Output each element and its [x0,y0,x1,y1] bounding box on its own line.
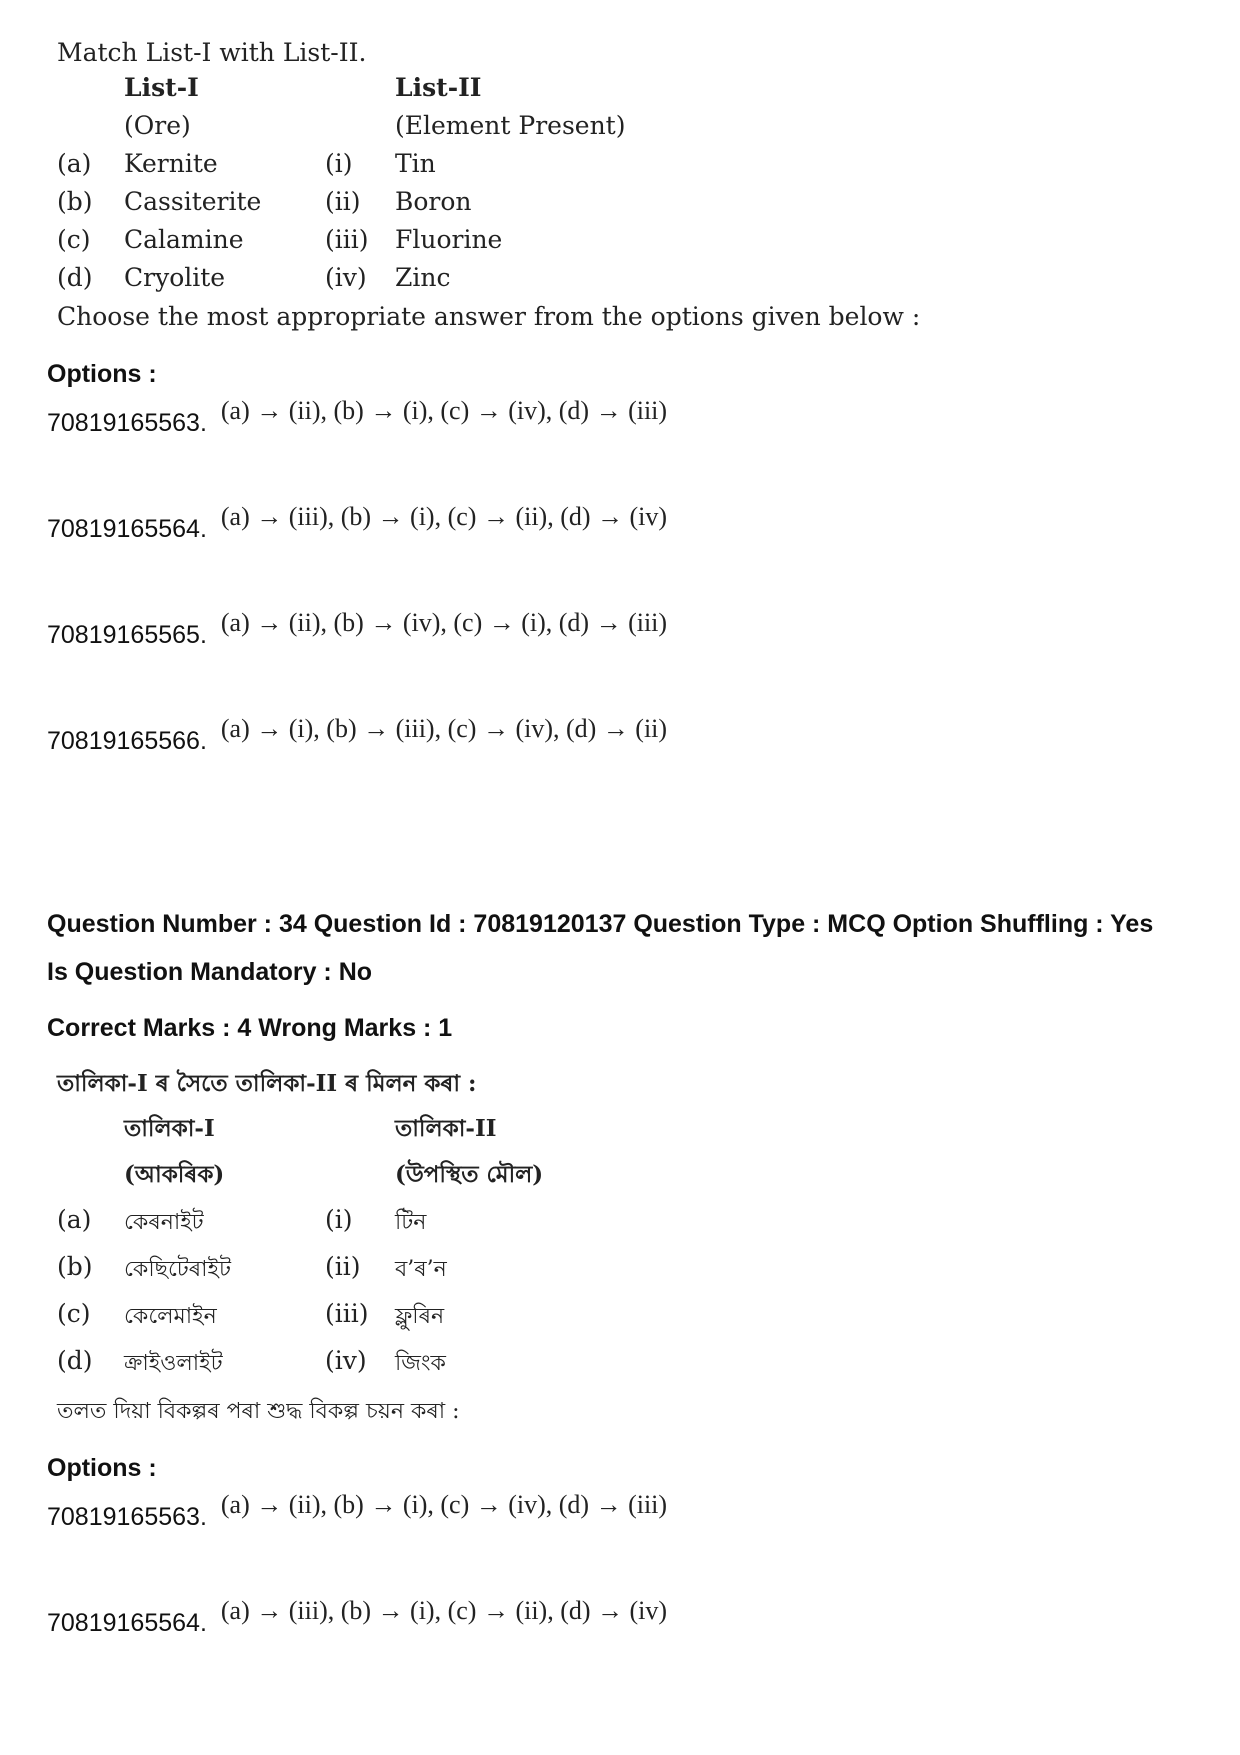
option-item[interactable] [47,502,668,544]
question-marks: Correct Marks : 4 Wrong Marks : 1 [47,1014,453,1042]
element-name: Zinc [395,263,451,292]
question-mandatory: Is Question Mandatory : No [47,958,373,986]
q1-list2-head: List-II [395,73,482,102]
roman-label: (i) [325,1205,353,1234]
option-text: (a) → (i), (b) → (iii), (c) → (iv), (d) → (ii) [220,714,668,743]
q2-list2-head: তালিকা-II [395,1115,497,1142]
roman-label: (ii) [325,1252,361,1281]
roman-label: (iv) [325,1346,367,1375]
row-label: (b) [57,1252,93,1281]
option-text: (a) → (ii), (b) → (iv), (c) → (i), (d) → (iii) [220,608,668,637]
q1-list1-sub: (Ore) [124,111,191,140]
option-item[interactable] [47,714,668,756]
options-label: Options : [47,1454,157,1482]
q2-instruction: তলত দিয়া বিকল্পৰ পৰা শুদ্ধ বিকল্প চয়ন কৰা : [57,1399,460,1424]
row-label: (c) [57,225,91,254]
roman-label: (i) [325,149,353,178]
option-text: (a) → (ii), (b) → (i), (c) → (iv), (d) → (iii) [220,1490,668,1519]
row-label: (d) [57,263,93,292]
option-id: 70819165565. [47,621,207,649]
question-meta-line: Question Number : 34 Question Id : 70819120137 Question Type : MCQ Option Shuffling : Yes [47,910,1154,938]
ore-name: Calamine [124,225,244,254]
ore-name: কেলেমাইন [124,1304,217,1329]
roman-label: (iii) [325,225,369,254]
q1-list2-sub: (Element Present) [395,111,626,140]
element-name: ফ্লুৰিন [395,1304,445,1329]
row-label: (b) [57,187,93,216]
element-name: ব’ৰ’ন [395,1257,447,1282]
option-text: (a) → (iii), (b) → (i), (c) → (ii), (d) → (iv) [220,502,668,531]
option-id: 70819165563. [47,409,207,437]
option-id: 70819165563. [47,1503,207,1531]
option-item[interactable] [47,1596,668,1638]
q2-list1-head: তালিকা-I [124,1115,215,1142]
q2-list1-sub: (আকৰিক) [124,1161,225,1188]
row-label: (a) [57,1205,92,1234]
ore-name: ক্ৰাইওলাইট [124,1351,223,1376]
row-label: (d) [57,1346,93,1375]
option-id: 70819165566. [47,727,207,755]
ore-name: কেছিটেৰাইট [124,1257,231,1282]
q1-title: Match List-I with List-II. [57,38,367,67]
row-label: (c) [57,1299,91,1328]
element-name: টিন [395,1210,427,1235]
row-label: (a) [57,149,92,178]
option-item[interactable] [47,608,668,650]
q1-instruction: Choose the most appropriate answer from the options given below : [57,302,921,331]
roman-label: (iv) [325,263,367,292]
q2-title: তালিকা-I ৰ সৈতে তালিকা-II ৰ মিলন কৰা : [57,1070,477,1097]
ore-name: কেৰনাইট [124,1210,204,1235]
option-text: (a) → (iii), (b) → (i), (c) → (ii), (d) → (iv) [220,1596,668,1625]
options-label: Options : [47,360,157,388]
ore-name: Kernite [124,149,218,178]
element-name: Fluorine [395,225,503,254]
option-id: 70819165564. [47,1609,207,1637]
ore-name: Cryolite [124,263,226,292]
element-name: Tin [395,149,436,178]
element-name: জিংক [395,1351,446,1376]
roman-label: (ii) [325,187,361,216]
element-name: Boron [395,187,472,216]
q1-list1-head: List-I [124,73,199,102]
roman-label: (iii) [325,1299,369,1328]
option-id: 70819165564. [47,515,207,543]
option-item[interactable] [47,1490,668,1532]
q2-list2-sub: (উপস্থিত মৌল) [395,1161,544,1188]
ore-name: Cassiterite [124,187,262,216]
option-text: (a) → (ii), (b) → (i), (c) → (iv), (d) → (iii) [220,396,668,425]
option-item[interactable] [47,396,668,438]
